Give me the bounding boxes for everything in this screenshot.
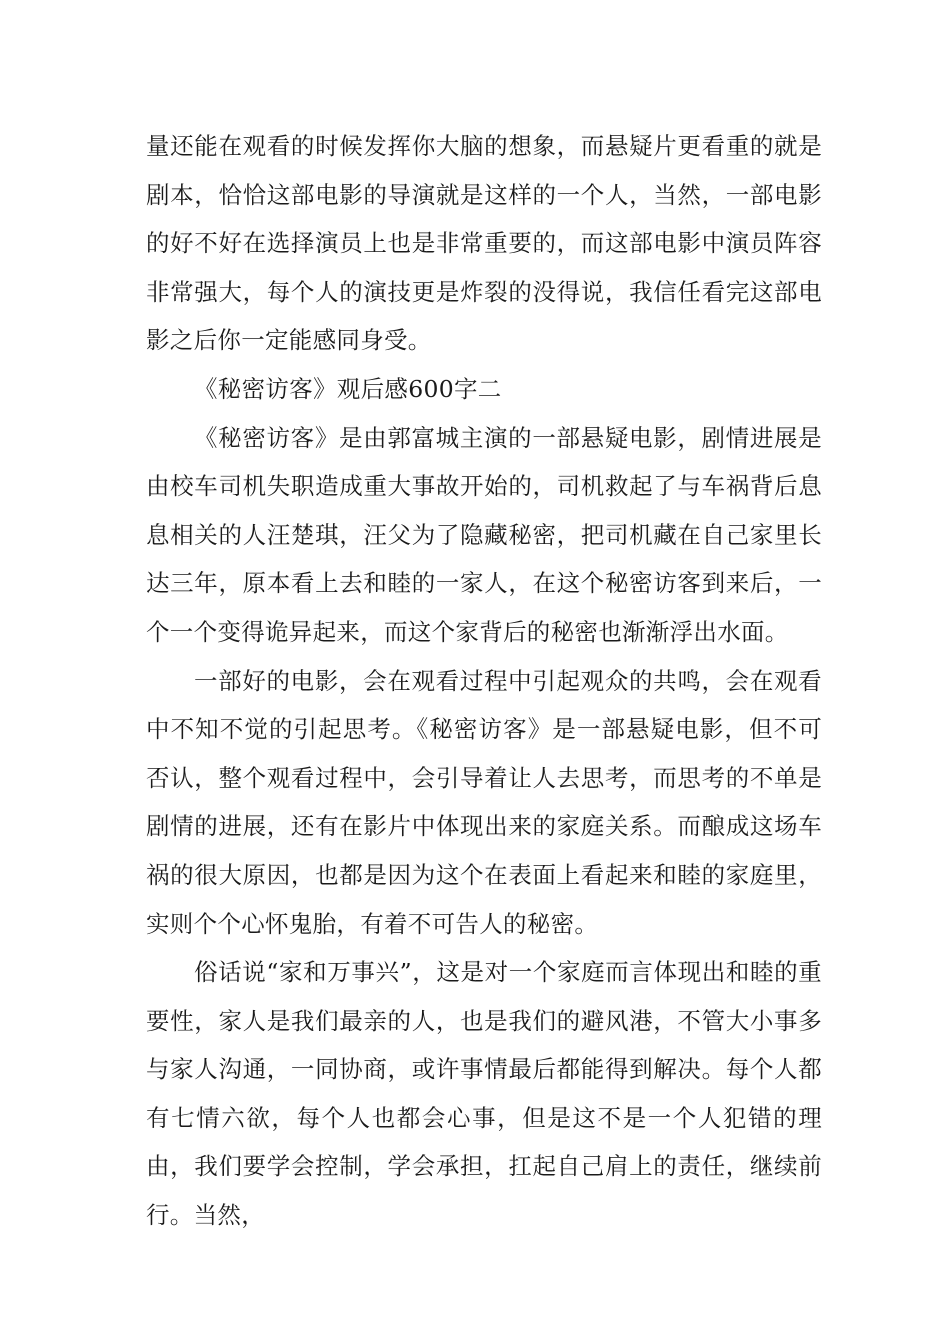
paragraph-family: 俗话说“家和万事兴”，这是对一个家庭而言体现出和睦的重要性，家人是我们最亲的人，也是我们的避风港，不管大小事多与家人沟通，一同协商，或许事情最后都能得到解决。每个人都有七情六欲，每个人也都会心事，但是这不是一个人犯错的理由，我们要学会控制，学会承担，扛起自己肩上的责任，继续前行。当然， xyxy=(146,958,822,1230)
paragraph-continued: 量还能在观看的时候发挥你大脑的想象，而悬疑片更看重的就是剧本，恰恰这部电影的导演就是这样的一个人，当然，一部电影的好不好在选择演员上也是非常重要的，而这部电影中演员阵容非常强大，每个人的演技更是炸裂的没得说，我信任看完这部电影之后你一定能感同身受。 xyxy=(146,132,822,355)
section-heading: 《秘密访客》观后感600字二 xyxy=(194,374,502,403)
paragraph-reflection: 一部好的电影，会在观看过程中引起观众的共鸣，会在观看中不知不觉的引起思考。《秘密访客》是一部悬疑电影，但不可否认，整个观看过程中，会引导着让人去思考，而思考的不单是剧情的进展，还有在影片中体现出来的家庭关系。而酿成这场车祸的很大原因，也都是因为这个在表面上看起来和睦的家庭里，实则个个心怀鬼胎，有着不可告人的秘密。 xyxy=(146,666,822,938)
document-body xyxy=(146,122,822,1240)
paragraph-intro: 《秘密访客》是由郭富城主演的一部悬疑电影，剧情进展是由校车司机失职造成重大事故开始的，司机救起了与车祸背后息息相关的人汪楚琪，汪父为了隐藏秘密，把司机藏在自己家里长达三年，原本看上去和睦的一家人，在这个秘密访客到来后，一个一个变得诡异起来，而这个家背后的秘密也渐渐浮出水面。 xyxy=(146,423,822,646)
